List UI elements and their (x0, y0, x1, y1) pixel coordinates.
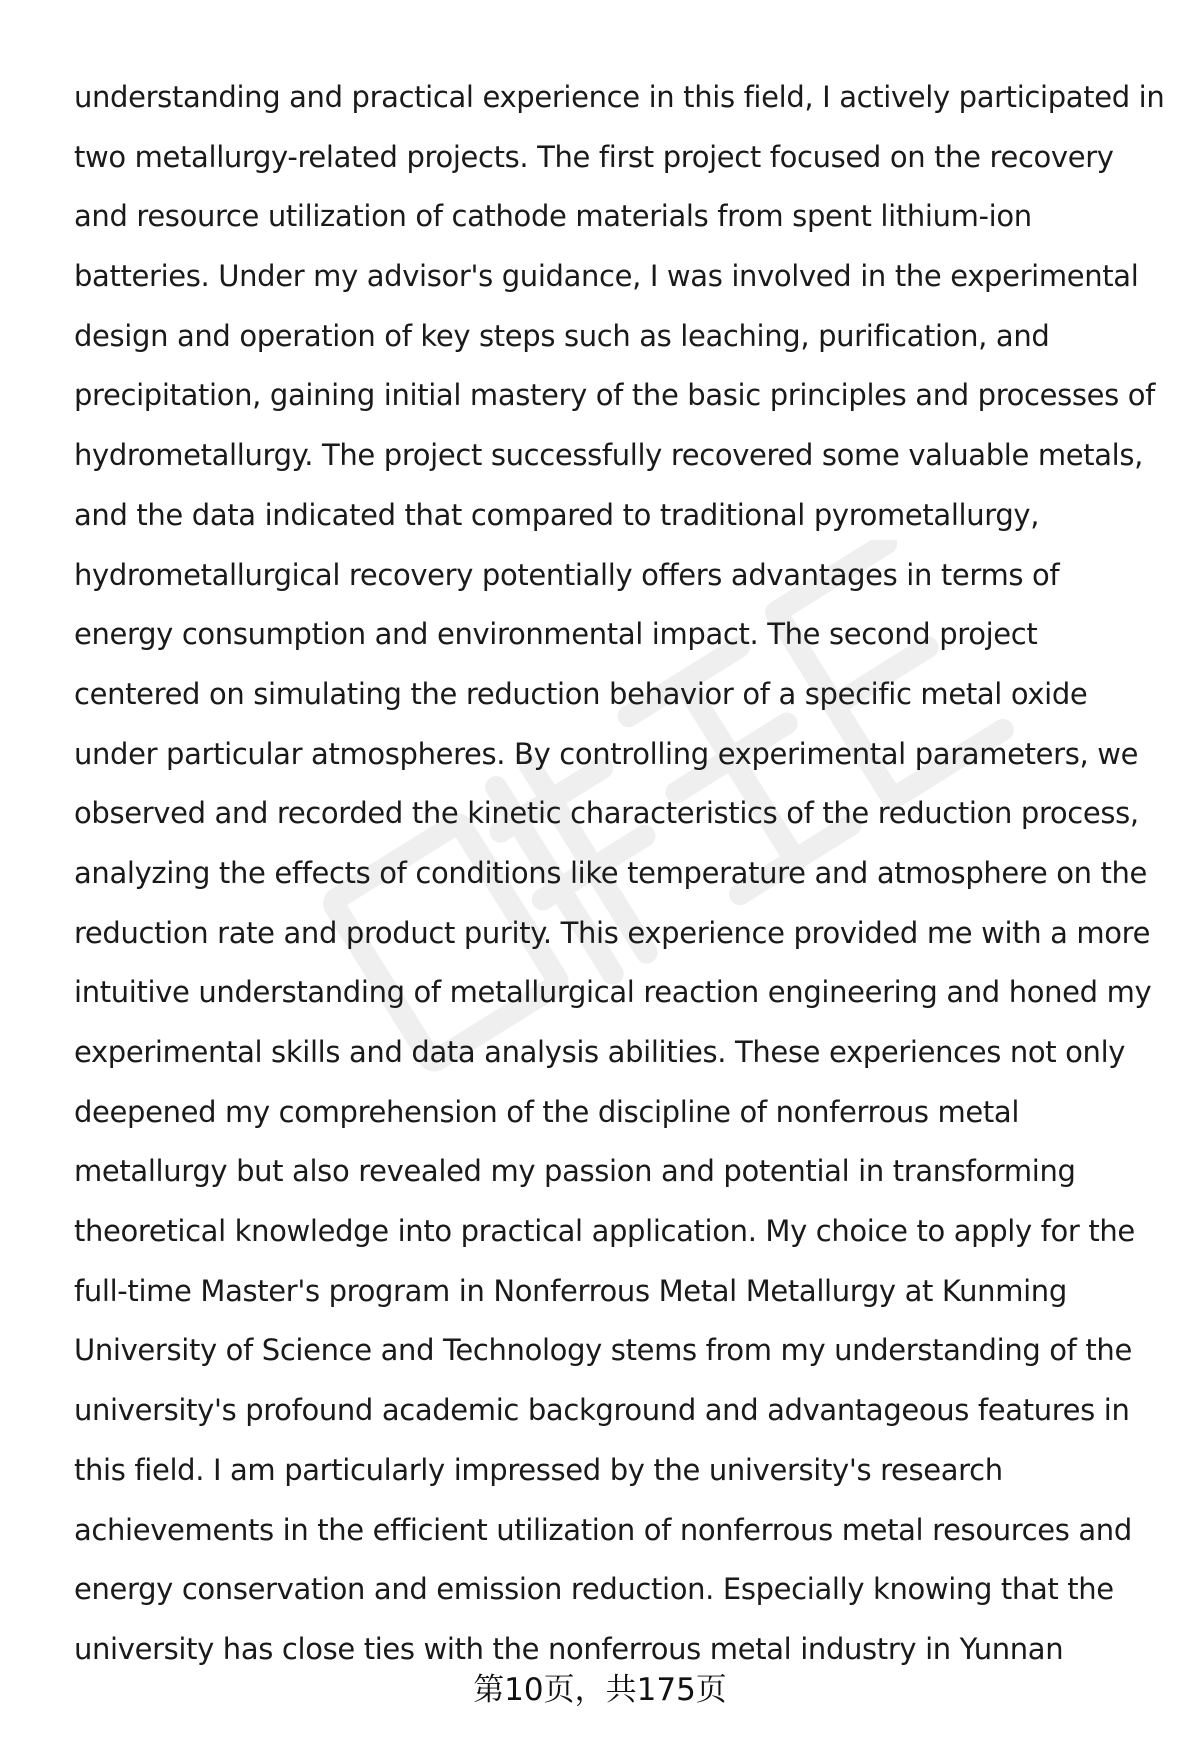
text-line: batteries. Under my advisor's guidance, I was involved in the experimental (74, 259, 1139, 294)
text-line: energy conservation and emission reduction. Especially knowing that the (74, 1572, 1114, 1607)
text-line: experimental skills and data analysis abilities. These experiences not only (74, 1035, 1126, 1069)
text-line: analyzing the effects of conditions like temperature and atmosphere on the (74, 855, 1148, 890)
text-line: design and operation of key steps such as leaching, purification, and (74, 318, 1050, 353)
text-line: energy consumption and environmental impact. The second project (74, 617, 1038, 652)
text-line: metallurgy but also revealed my passion and potential in transforming (74, 1154, 1076, 1189)
text-line: centered on simulating the reduction behavior of a specific metal oxide (74, 676, 1088, 711)
text-line: deepened my comprehension of the discipline of nonferrous metal (74, 1094, 1020, 1129)
text-line: hydrometallurgical recovery potentially offers advantages in terms of (74, 557, 1060, 592)
text-line: achievements in the efficient utilization of nonferrous metal resources and (74, 1512, 1132, 1547)
text-line: reduction rate and product purity. This experience provided me with a more (74, 915, 1151, 950)
text-line: under particular atmospheres. By controlling experimental parameters, we (74, 736, 1139, 771)
text-line: hydrometallurgy. The project successfully recovered some valuable metals, (74, 438, 1144, 473)
text-line: University of Science and Technology stems from my understanding of the (74, 1333, 1132, 1368)
text-line: intuitive understanding of metallurgical reaction engineering and honed my (74, 975, 1152, 1010)
text-line: observed and recorded the kinetic characteristics of the reduction process, (74, 796, 1139, 831)
text-line: precipitation, gaining initial mastery of the basic principles and processes of (74, 378, 1156, 413)
text-line: full-time Master's program in Nonferrous Metal Metallurgy at Kunming (74, 1273, 1067, 1308)
text-line: understanding and practical experience in this field, I actively participated in (74, 80, 1165, 114)
text-line: two metallurgy-related projects. The first project focused on the recovery (74, 139, 1114, 174)
text-line: and the data indicated that compared to traditional pyrometallurgy, (74, 497, 1040, 532)
text-line: university's profound academic background and advantageous features in (74, 1393, 1130, 1428)
page-number-footer: 第10页，共175页 (473, 1672, 727, 1708)
text-line: and resource utilization of cathode materials from spent lithium-ion (74, 199, 1032, 234)
text-line: this field. I am particularly impressed by the university's research (74, 1452, 1003, 1487)
text-line: university has close ties with the nonferrous metal industry in Yunnan (74, 1631, 1064, 1666)
text-line: theoretical knowledge into practical application. My choice to apply for the (74, 1214, 1135, 1249)
body-paragraph (74, 68, 1164, 1680)
